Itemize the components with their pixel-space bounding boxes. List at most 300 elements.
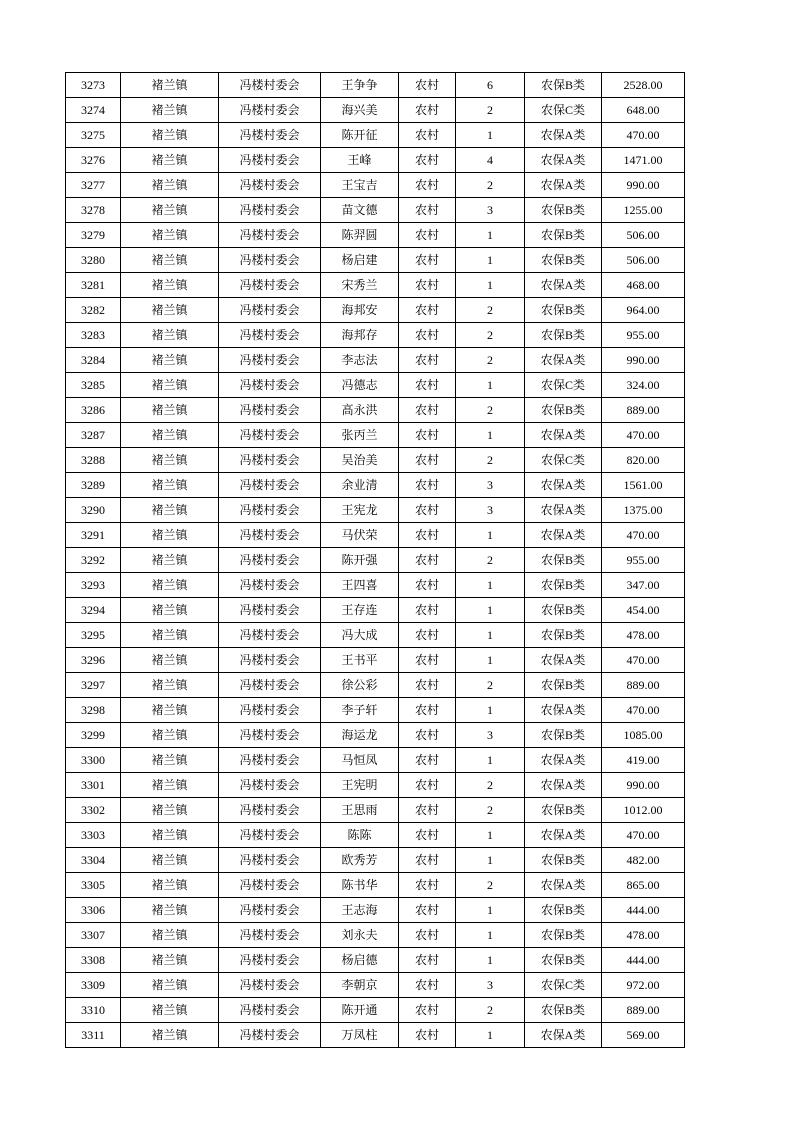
cell-village: 冯楼村委会 bbox=[219, 523, 321, 548]
cell-village: 冯楼村委会 bbox=[219, 423, 321, 448]
cell-name: 王宪明 bbox=[321, 773, 399, 798]
cell-amount: 1561.00 bbox=[602, 473, 685, 498]
cell-amount: 470.00 bbox=[602, 123, 685, 148]
cell-village: 冯楼村委会 bbox=[219, 173, 321, 198]
cell-serial: 3289 bbox=[66, 473, 121, 498]
cell-type: 农村 bbox=[399, 598, 456, 623]
cell-type: 农村 bbox=[399, 823, 456, 848]
cell-serial: 3295 bbox=[66, 623, 121, 648]
cell-town: 褚兰镇 bbox=[121, 598, 219, 623]
cell-serial: 3299 bbox=[66, 723, 121, 748]
cell-name: 陈开征 bbox=[321, 123, 399, 148]
cell-amount: 2528.00 bbox=[602, 73, 685, 98]
cell-type: 农村 bbox=[399, 948, 456, 973]
cell-category: 农保B类 bbox=[525, 398, 602, 423]
cell-name: 宋秀兰 bbox=[321, 273, 399, 298]
cell-village: 冯楼村委会 bbox=[219, 648, 321, 673]
cell-serial: 3305 bbox=[66, 873, 121, 898]
table-row bbox=[66, 923, 685, 948]
cell-name: 海运龙 bbox=[321, 723, 399, 748]
cell-count: 2 bbox=[456, 98, 525, 123]
cell-type: 农村 bbox=[399, 573, 456, 598]
cell-name: 马伏荣 bbox=[321, 523, 399, 548]
cell-type: 农村 bbox=[399, 248, 456, 273]
cell-type: 农村 bbox=[399, 273, 456, 298]
cell-name: 冯大成 bbox=[321, 623, 399, 648]
cell-serial: 3302 bbox=[66, 798, 121, 823]
cell-name: 陈书华 bbox=[321, 873, 399, 898]
cell-serial: 3309 bbox=[66, 973, 121, 998]
cell-count: 1 bbox=[456, 898, 525, 923]
cell-category: 农保A类 bbox=[525, 473, 602, 498]
cell-town: 褚兰镇 bbox=[121, 198, 219, 223]
cell-amount: 955.00 bbox=[602, 548, 685, 573]
cell-category: 农保A类 bbox=[525, 173, 602, 198]
table-row bbox=[66, 298, 685, 323]
cell-town: 褚兰镇 bbox=[121, 323, 219, 348]
cell-village: 冯楼村委会 bbox=[219, 223, 321, 248]
cell-type: 农村 bbox=[399, 398, 456, 423]
cell-category: 农保A类 bbox=[525, 273, 602, 298]
cell-category: 农保A类 bbox=[525, 498, 602, 523]
cell-type: 农村 bbox=[399, 973, 456, 998]
cell-type: 农村 bbox=[399, 423, 456, 448]
cell-village: 冯楼村委会 bbox=[219, 998, 321, 1023]
cell-amount: 468.00 bbox=[602, 273, 685, 298]
cell-amount: 444.00 bbox=[602, 948, 685, 973]
cell-category: 农保B类 bbox=[525, 723, 602, 748]
cell-name: 张丙兰 bbox=[321, 423, 399, 448]
cell-amount: 470.00 bbox=[602, 698, 685, 723]
cell-type: 农村 bbox=[399, 998, 456, 1023]
table-row bbox=[66, 373, 685, 398]
cell-count: 2 bbox=[456, 323, 525, 348]
table-row bbox=[66, 1023, 685, 1048]
cell-village: 冯楼村委会 bbox=[219, 623, 321, 648]
benefits-table bbox=[65, 72, 685, 1048]
cell-village: 冯楼村委会 bbox=[219, 73, 321, 98]
cell-type: 农村 bbox=[399, 1023, 456, 1048]
table-row bbox=[66, 148, 685, 173]
cell-name: 王争争 bbox=[321, 73, 399, 98]
cell-name: 万凤柱 bbox=[321, 1023, 399, 1048]
table-row bbox=[66, 98, 685, 123]
cell-amount: 889.00 bbox=[602, 398, 685, 423]
cell-amount: 820.00 bbox=[602, 448, 685, 473]
cell-type: 农村 bbox=[399, 498, 456, 523]
cell-category: 农保B类 bbox=[525, 673, 602, 698]
cell-type: 农村 bbox=[399, 198, 456, 223]
cell-amount: 478.00 bbox=[602, 623, 685, 648]
table-row bbox=[66, 73, 685, 98]
cell-name: 王思雨 bbox=[321, 798, 399, 823]
cell-type: 农村 bbox=[399, 148, 456, 173]
cell-town: 褚兰镇 bbox=[121, 173, 219, 198]
cell-town: 褚兰镇 bbox=[121, 248, 219, 273]
cell-amount: 347.00 bbox=[602, 573, 685, 598]
cell-type: 农村 bbox=[399, 648, 456, 673]
cell-count: 1 bbox=[456, 423, 525, 448]
cell-count: 1 bbox=[456, 523, 525, 548]
cell-type: 农村 bbox=[399, 773, 456, 798]
cell-category: 农保A类 bbox=[525, 648, 602, 673]
cell-serial: 3275 bbox=[66, 123, 121, 148]
cell-name: 王存连 bbox=[321, 598, 399, 623]
cell-name: 王宝吉 bbox=[321, 173, 399, 198]
cell-name: 高永洪 bbox=[321, 398, 399, 423]
cell-village: 冯楼村委会 bbox=[219, 298, 321, 323]
cell-count: 1 bbox=[456, 748, 525, 773]
cell-type: 农村 bbox=[399, 748, 456, 773]
cell-name: 王宪龙 bbox=[321, 498, 399, 523]
cell-name: 杨启建 bbox=[321, 248, 399, 273]
cell-amount: 1085.00 bbox=[602, 723, 685, 748]
table-row bbox=[66, 423, 685, 448]
table-row bbox=[66, 873, 685, 898]
cell-type: 农村 bbox=[399, 673, 456, 698]
cell-type: 农村 bbox=[399, 173, 456, 198]
cell-serial: 3304 bbox=[66, 848, 121, 873]
cell-serial: 3281 bbox=[66, 273, 121, 298]
cell-town: 褚兰镇 bbox=[121, 73, 219, 98]
cell-category: 农保C类 bbox=[525, 448, 602, 473]
cell-village: 冯楼村委会 bbox=[219, 398, 321, 423]
cell-name: 杨启德 bbox=[321, 948, 399, 973]
cell-name: 王峰 bbox=[321, 148, 399, 173]
cell-town: 褚兰镇 bbox=[121, 298, 219, 323]
cell-town: 褚兰镇 bbox=[121, 673, 219, 698]
cell-amount: 1375.00 bbox=[602, 498, 685, 523]
table-row bbox=[66, 898, 685, 923]
cell-amount: 478.00 bbox=[602, 923, 685, 948]
cell-village: 冯楼村委会 bbox=[219, 373, 321, 398]
cell-amount: 865.00 bbox=[602, 873, 685, 898]
cell-amount: 990.00 bbox=[602, 173, 685, 198]
cell-count: 1 bbox=[456, 223, 525, 248]
cell-amount: 506.00 bbox=[602, 223, 685, 248]
cell-town: 褚兰镇 bbox=[121, 698, 219, 723]
cell-serial: 3278 bbox=[66, 198, 121, 223]
cell-category: 农保B类 bbox=[525, 248, 602, 273]
cell-category: 农保A类 bbox=[525, 423, 602, 448]
table-row bbox=[66, 698, 685, 723]
cell-amount: 955.00 bbox=[602, 323, 685, 348]
cell-count: 2 bbox=[456, 448, 525, 473]
cell-village: 冯楼村委会 bbox=[219, 98, 321, 123]
cell-amount: 648.00 bbox=[602, 98, 685, 123]
cell-type: 农村 bbox=[399, 473, 456, 498]
cell-type: 农村 bbox=[399, 923, 456, 948]
cell-count: 2 bbox=[456, 673, 525, 698]
table-row bbox=[66, 998, 685, 1023]
cell-count: 2 bbox=[456, 298, 525, 323]
cell-category: 农保A类 bbox=[525, 1023, 602, 1048]
cell-serial: 3311 bbox=[66, 1023, 121, 1048]
table-row bbox=[66, 973, 685, 998]
cell-name: 李志法 bbox=[321, 348, 399, 373]
cell-amount: 470.00 bbox=[602, 423, 685, 448]
cell-town: 褚兰镇 bbox=[121, 98, 219, 123]
cell-count: 2 bbox=[456, 873, 525, 898]
cell-town: 褚兰镇 bbox=[121, 773, 219, 798]
cell-type: 农村 bbox=[399, 623, 456, 648]
cell-name: 海邦安 bbox=[321, 298, 399, 323]
cell-amount: 470.00 bbox=[602, 523, 685, 548]
table-row bbox=[66, 748, 685, 773]
cell-serial: 3300 bbox=[66, 748, 121, 773]
cell-serial: 3307 bbox=[66, 923, 121, 948]
cell-town: 褚兰镇 bbox=[121, 848, 219, 873]
cell-serial: 3287 bbox=[66, 423, 121, 448]
cell-type: 农村 bbox=[399, 298, 456, 323]
cell-name: 王志海 bbox=[321, 898, 399, 923]
cell-category: 农保B类 bbox=[525, 548, 602, 573]
cell-amount: 889.00 bbox=[602, 998, 685, 1023]
cell-serial: 3292 bbox=[66, 548, 121, 573]
cell-village: 冯楼村委会 bbox=[219, 348, 321, 373]
cell-count: 1 bbox=[456, 248, 525, 273]
cell-serial: 3286 bbox=[66, 398, 121, 423]
table-row bbox=[66, 323, 685, 348]
cell-village: 冯楼村委会 bbox=[219, 898, 321, 923]
cell-village: 冯楼村委会 bbox=[219, 723, 321, 748]
cell-village: 冯楼村委会 bbox=[219, 273, 321, 298]
cell-village: 冯楼村委会 bbox=[219, 498, 321, 523]
cell-village: 冯楼村委会 bbox=[219, 748, 321, 773]
cell-serial: 3293 bbox=[66, 573, 121, 598]
cell-count: 1 bbox=[456, 923, 525, 948]
cell-count: 1 bbox=[456, 1023, 525, 1048]
cell-serial: 3274 bbox=[66, 98, 121, 123]
cell-town: 褚兰镇 bbox=[121, 548, 219, 573]
cell-town: 褚兰镇 bbox=[121, 998, 219, 1023]
cell-serial: 3296 bbox=[66, 648, 121, 673]
cell-name: 陈羿圆 bbox=[321, 223, 399, 248]
cell-village: 冯楼村委会 bbox=[219, 673, 321, 698]
table-row bbox=[66, 598, 685, 623]
cell-type: 农村 bbox=[399, 798, 456, 823]
cell-town: 褚兰镇 bbox=[121, 373, 219, 398]
cell-village: 冯楼村委会 bbox=[219, 1023, 321, 1048]
table-row bbox=[66, 198, 685, 223]
cell-category: 农保B类 bbox=[525, 323, 602, 348]
cell-serial: 3306 bbox=[66, 898, 121, 923]
cell-serial: 3280 bbox=[66, 248, 121, 273]
table-row bbox=[66, 723, 685, 748]
cell-serial: 3285 bbox=[66, 373, 121, 398]
cell-name: 马恒凤 bbox=[321, 748, 399, 773]
table-row bbox=[66, 648, 685, 673]
cell-town: 褚兰镇 bbox=[121, 873, 219, 898]
cell-type: 农村 bbox=[399, 73, 456, 98]
cell-serial: 3301 bbox=[66, 773, 121, 798]
cell-serial: 3310 bbox=[66, 998, 121, 1023]
cell-count: 1 bbox=[456, 623, 525, 648]
cell-town: 褚兰镇 bbox=[121, 973, 219, 998]
cell-category: 农保C类 bbox=[525, 373, 602, 398]
cell-category: 农保A类 bbox=[525, 123, 602, 148]
table-row bbox=[66, 548, 685, 573]
cell-village: 冯楼村委会 bbox=[219, 923, 321, 948]
table-row bbox=[66, 398, 685, 423]
cell-type: 农村 bbox=[399, 373, 456, 398]
cell-amount: 1012.00 bbox=[602, 798, 685, 823]
cell-category: 农保A类 bbox=[525, 348, 602, 373]
cell-name: 陈陈 bbox=[321, 823, 399, 848]
cell-count: 3 bbox=[456, 973, 525, 998]
table-row bbox=[66, 473, 685, 498]
cell-count: 1 bbox=[456, 598, 525, 623]
cell-name: 海邦存 bbox=[321, 323, 399, 348]
cell-type: 农村 bbox=[399, 123, 456, 148]
cell-village: 冯楼村委会 bbox=[219, 248, 321, 273]
cell-count: 6 bbox=[456, 73, 525, 98]
cell-town: 褚兰镇 bbox=[121, 123, 219, 148]
cell-town: 褚兰镇 bbox=[121, 623, 219, 648]
cell-category: 农保B类 bbox=[525, 198, 602, 223]
cell-category: 农保A类 bbox=[525, 748, 602, 773]
cell-village: 冯楼村委会 bbox=[219, 848, 321, 873]
cell-village: 冯楼村委会 bbox=[219, 948, 321, 973]
cell-count: 3 bbox=[456, 198, 525, 223]
table-row bbox=[66, 623, 685, 648]
cell-category: 农保B类 bbox=[525, 623, 602, 648]
cell-count: 1 bbox=[456, 573, 525, 598]
cell-town: 褚兰镇 bbox=[121, 923, 219, 948]
cell-village: 冯楼村委会 bbox=[219, 123, 321, 148]
cell-type: 农村 bbox=[399, 698, 456, 723]
cell-village: 冯楼村委会 bbox=[219, 198, 321, 223]
cell-village: 冯楼村委会 bbox=[219, 598, 321, 623]
cell-amount: 972.00 bbox=[602, 973, 685, 998]
cell-village: 冯楼村委会 bbox=[219, 798, 321, 823]
cell-category: 农保B类 bbox=[525, 848, 602, 873]
cell-village: 冯楼村委会 bbox=[219, 548, 321, 573]
cell-type: 农村 bbox=[399, 323, 456, 348]
cell-type: 农村 bbox=[399, 873, 456, 898]
table-row bbox=[66, 498, 685, 523]
cell-type: 农村 bbox=[399, 223, 456, 248]
cell-amount: 454.00 bbox=[602, 598, 685, 623]
cell-count: 1 bbox=[456, 823, 525, 848]
cell-name: 苗文德 bbox=[321, 198, 399, 223]
cell-name: 李朝京 bbox=[321, 973, 399, 998]
cell-name: 王四喜 bbox=[321, 573, 399, 598]
cell-village: 冯楼村委会 bbox=[219, 448, 321, 473]
cell-amount: 482.00 bbox=[602, 848, 685, 873]
cell-category: 农保A类 bbox=[525, 873, 602, 898]
cell-town: 褚兰镇 bbox=[121, 448, 219, 473]
cell-serial: 3284 bbox=[66, 348, 121, 373]
cell-type: 农村 bbox=[399, 898, 456, 923]
cell-village: 冯楼村委会 bbox=[219, 148, 321, 173]
cell-count: 2 bbox=[456, 173, 525, 198]
cell-name: 刘永夫 bbox=[321, 923, 399, 948]
cell-town: 褚兰镇 bbox=[121, 223, 219, 248]
cell-name: 徐公彩 bbox=[321, 673, 399, 698]
cell-count: 1 bbox=[456, 273, 525, 298]
cell-count: 3 bbox=[456, 723, 525, 748]
cell-town: 褚兰镇 bbox=[121, 823, 219, 848]
cell-serial: 3283 bbox=[66, 323, 121, 348]
cell-type: 农村 bbox=[399, 723, 456, 748]
cell-category: 农保B类 bbox=[525, 598, 602, 623]
cell-town: 褚兰镇 bbox=[121, 498, 219, 523]
cell-category: 农保B类 bbox=[525, 998, 602, 1023]
cell-village: 冯楼村委会 bbox=[219, 823, 321, 848]
cell-category: 农保B类 bbox=[525, 948, 602, 973]
table-row bbox=[66, 673, 685, 698]
cell-category: 农保A类 bbox=[525, 523, 602, 548]
cell-type: 农村 bbox=[399, 523, 456, 548]
cell-amount: 470.00 bbox=[602, 648, 685, 673]
cell-amount: 1255.00 bbox=[602, 198, 685, 223]
cell-name: 李子轩 bbox=[321, 698, 399, 723]
cell-name: 王书平 bbox=[321, 648, 399, 673]
cell-category: 农保B类 bbox=[525, 798, 602, 823]
cell-town: 褚兰镇 bbox=[121, 748, 219, 773]
cell-count: 3 bbox=[456, 473, 525, 498]
cell-type: 农村 bbox=[399, 448, 456, 473]
table-row bbox=[66, 848, 685, 873]
cell-name: 海兴美 bbox=[321, 98, 399, 123]
cell-category: 农保B类 bbox=[525, 223, 602, 248]
cell-serial: 3303 bbox=[66, 823, 121, 848]
cell-town: 褚兰镇 bbox=[121, 723, 219, 748]
cell-category: 农保B类 bbox=[525, 73, 602, 98]
cell-serial: 3276 bbox=[66, 148, 121, 173]
cell-town: 褚兰镇 bbox=[121, 523, 219, 548]
cell-serial: 3291 bbox=[66, 523, 121, 548]
cell-count: 4 bbox=[456, 148, 525, 173]
cell-town: 褚兰镇 bbox=[121, 898, 219, 923]
cell-count: 2 bbox=[456, 773, 525, 798]
cell-amount: 1471.00 bbox=[602, 148, 685, 173]
cell-village: 冯楼村委会 bbox=[219, 323, 321, 348]
cell-amount: 444.00 bbox=[602, 898, 685, 923]
cell-count: 1 bbox=[456, 698, 525, 723]
table-row bbox=[66, 448, 685, 473]
cell-amount: 470.00 bbox=[602, 823, 685, 848]
cell-count: 1 bbox=[456, 848, 525, 873]
cell-town: 褚兰镇 bbox=[121, 348, 219, 373]
cell-amount: 506.00 bbox=[602, 248, 685, 273]
cell-serial: 3290 bbox=[66, 498, 121, 523]
cell-type: 农村 bbox=[399, 348, 456, 373]
cell-town: 褚兰镇 bbox=[121, 273, 219, 298]
cell-amount: 419.00 bbox=[602, 748, 685, 773]
cell-town: 褚兰镇 bbox=[121, 473, 219, 498]
cell-serial: 3277 bbox=[66, 173, 121, 198]
cell-serial: 3297 bbox=[66, 673, 121, 698]
cell-amount: 324.00 bbox=[602, 373, 685, 398]
table-row bbox=[66, 948, 685, 973]
cell-count: 1 bbox=[456, 948, 525, 973]
cell-amount: 964.00 bbox=[602, 298, 685, 323]
cell-name: 余业清 bbox=[321, 473, 399, 498]
table-row bbox=[66, 273, 685, 298]
table-row bbox=[66, 248, 685, 273]
cell-category: 农保A类 bbox=[525, 773, 602, 798]
table-row bbox=[66, 223, 685, 248]
cell-village: 冯楼村委会 bbox=[219, 573, 321, 598]
cell-serial: 3298 bbox=[66, 698, 121, 723]
cell-count: 2 bbox=[456, 398, 525, 423]
cell-serial: 3294 bbox=[66, 598, 121, 623]
cell-amount: 569.00 bbox=[602, 1023, 685, 1048]
cell-category: 农保A类 bbox=[525, 148, 602, 173]
cell-village: 冯楼村委会 bbox=[219, 773, 321, 798]
